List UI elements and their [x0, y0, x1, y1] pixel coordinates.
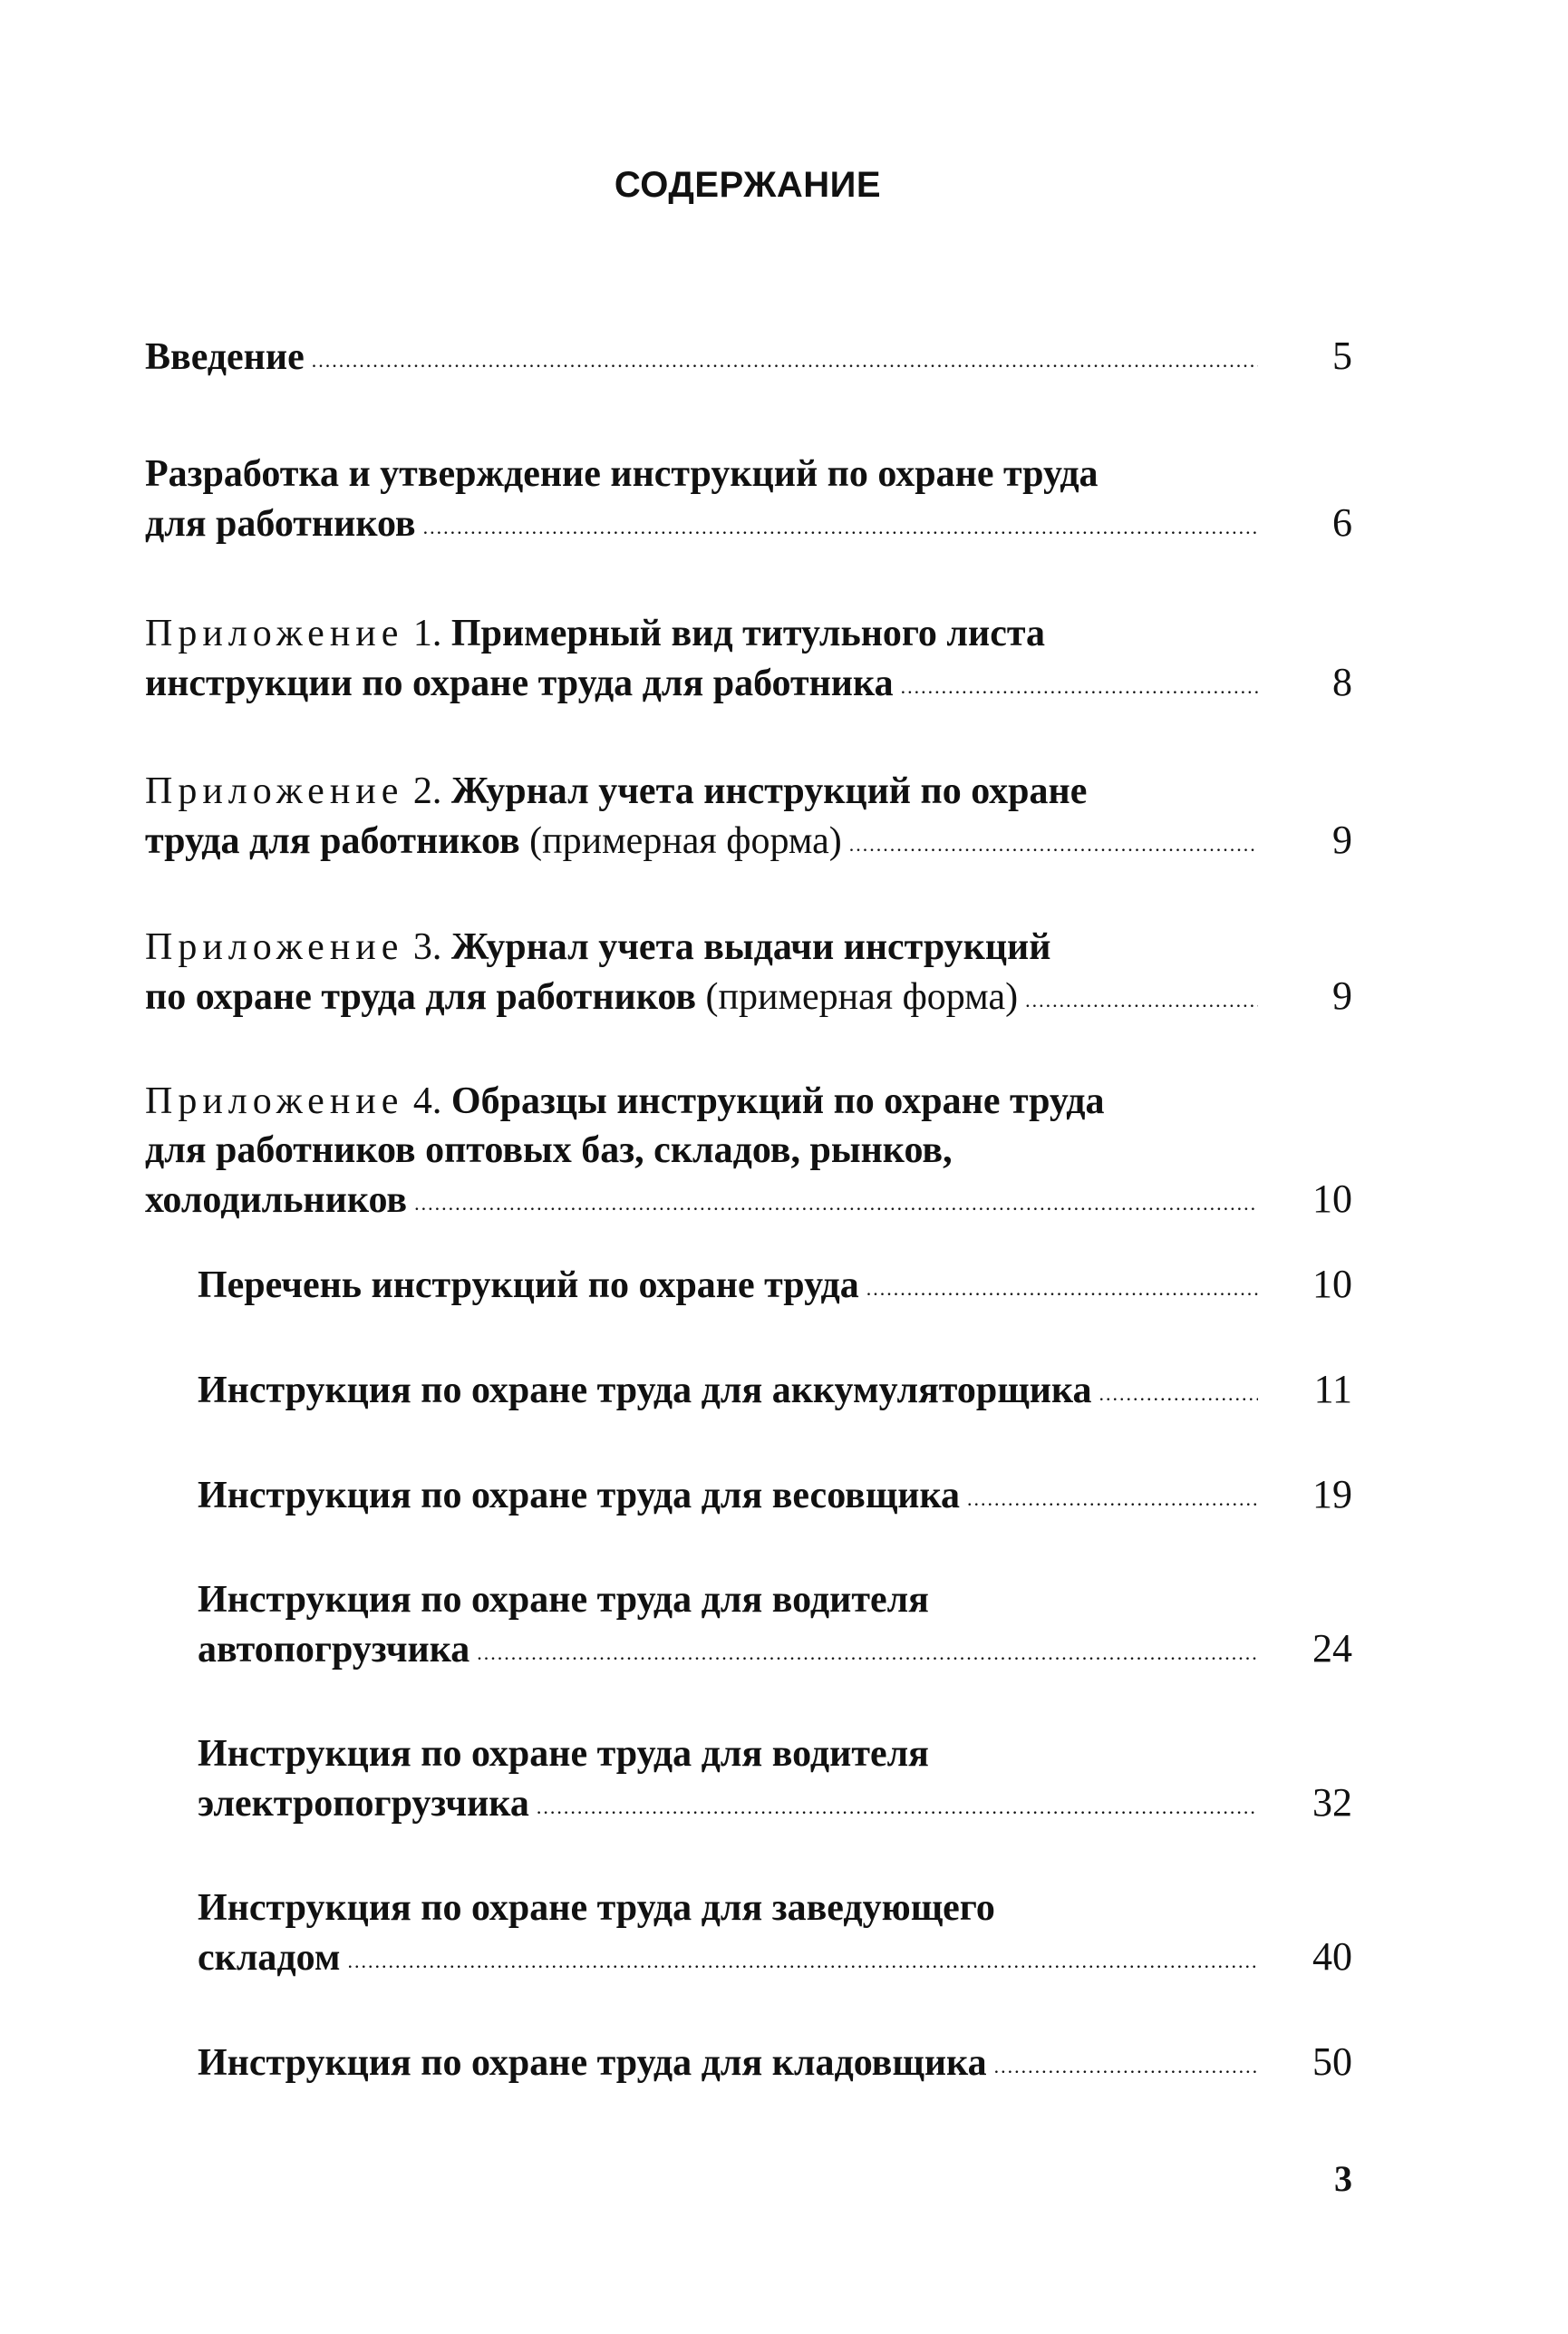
- appendix-label: Приложение: [145, 613, 404, 654]
- dot-leader: [414, 1179, 1258, 1228]
- toc-page-number: 40: [1312, 1934, 1352, 1979]
- toc-entry-text: инструкции по охране труда для работника: [145, 663, 894, 704]
- toc-entry-text: труда для работников: [145, 820, 520, 862]
- page-number: 3: [1334, 2158, 1352, 2199]
- toc-page-number: 10: [1312, 1177, 1352, 1221]
- dot-leader: [423, 503, 1258, 552]
- toc-entry-note: (примерная форма): [705, 976, 1019, 1018]
- toc-entry-warehouse-manager: [198, 1884, 1352, 1988]
- toc-entry-text: для работников оптовых баз, складов, рынков,: [145, 1129, 953, 1171]
- toc-entry-forklift-driver: [198, 1575, 1352, 1680]
- appendix-label: Приложение: [145, 1080, 404, 1122]
- toc-entry-text: Инструкция по охране труда для заведующего: [198, 1887, 995, 1929]
- dot-leader: [537, 1783, 1258, 1832]
- toc-entry-text: холодильников: [145, 1179, 408, 1221]
- dot-leader: [866, 1264, 1258, 1313]
- toc-entry-text: электропогрузчика: [198, 1783, 529, 1825]
- dot-leader: [347, 1937, 1258, 1986]
- toc-entry-development: [145, 450, 1352, 554]
- toc-entry-text: складом: [198, 1937, 341, 1979]
- toc-page-number: 8: [1332, 660, 1352, 704]
- toc-entry-appendix-1: [145, 609, 1352, 713]
- dot-leader: [312, 336, 1258, 385]
- toc-page-number: 19: [1312, 1472, 1352, 1516]
- page-title: СОДЕРЖАНИЕ: [614, 165, 882, 205]
- toc-entry-text: для работников: [145, 503, 416, 545]
- dot-leader: [967, 1475, 1258, 1524]
- toc-page-number: 32: [1312, 1780, 1352, 1825]
- toc-entry-note: (примерная форма): [529, 820, 842, 862]
- dot-leader: [994, 2042, 1258, 2091]
- toc-entry-text: по охране труда для работников: [145, 976, 696, 1018]
- appendix-number: 1.: [412, 613, 442, 654]
- dot-leader: [849, 820, 1258, 869]
- toc-entry-text: Разработка и утверждение инструкций по охране труда: [145, 453, 1099, 495]
- toc-entry-text: Журнал учета инструкций по охране: [450, 770, 1088, 812]
- toc-entry-text: Введение: [145, 336, 305, 378]
- toc-entry-text: Перечень инструкций по охране труда: [198, 1264, 859, 1306]
- toc-entry-list-of-instructions: [198, 1260, 1352, 1315]
- toc-page-number: 10: [1312, 1262, 1352, 1306]
- toc-entry-text: Журнал учета выдачи инструкций: [450, 926, 1051, 968]
- toc-entry-text: Инструкция по охране труда для весовщика: [198, 1475, 961, 1516]
- toc-entry-text: Примерный вид титульного листа: [450, 613, 1045, 654]
- toc-entry-introduction: [145, 332, 1352, 387]
- toc-page-number: 11: [1313, 1367, 1352, 1411]
- toc-page-number: 9: [1332, 818, 1352, 862]
- toc-entry-text: автопогрузчика: [198, 1629, 470, 1671]
- toc-entry-weigher: [198, 1470, 1352, 1525]
- appendix-number: 2.: [412, 770, 442, 812]
- appendix-number: 3.: [412, 926, 442, 968]
- toc-page-number: 9: [1332, 973, 1352, 1018]
- toc-entry-battery-worker: [198, 1365, 1352, 1420]
- dot-leader: [1099, 1370, 1258, 1419]
- toc-page-number: 6: [1332, 500, 1352, 545]
- dot-leader: [901, 663, 1258, 712]
- toc-entry-text: Инструкция по охране труда для водителя: [198, 1733, 929, 1775]
- toc-entry-appendix-4: [145, 1077, 1352, 1230]
- toc-entry-text: Инструкция по охране труда для кладовщика: [198, 2042, 987, 2084]
- toc-entry-text: Образцы инструкций по охране труда: [450, 1080, 1105, 1122]
- dot-leader: [1025, 976, 1258, 1025]
- appendix-number: 4.: [412, 1080, 442, 1122]
- toc-entry-text: Инструкция по охране труда для аккумуляторщика: [198, 1370, 1092, 1411]
- toc-entry-appendix-3: [145, 923, 1352, 1027]
- toc-entry-electric-forklift-driver: [198, 1729, 1352, 1834]
- toc-entry-text: Инструкция по охране труда для водителя: [198, 1579, 929, 1621]
- toc-entry-storekeeper: [198, 2038, 1352, 2093]
- toc-page-number: 5: [1332, 334, 1352, 378]
- appendix-label: Приложение: [145, 926, 404, 968]
- dot-leader: [477, 1629, 1258, 1678]
- toc-page-number: 50: [1312, 2039, 1352, 2084]
- appendix-label: Приложение: [145, 770, 404, 812]
- toc-entry-appendix-2: [145, 767, 1352, 871]
- toc-page-number: 24: [1312, 1626, 1352, 1671]
